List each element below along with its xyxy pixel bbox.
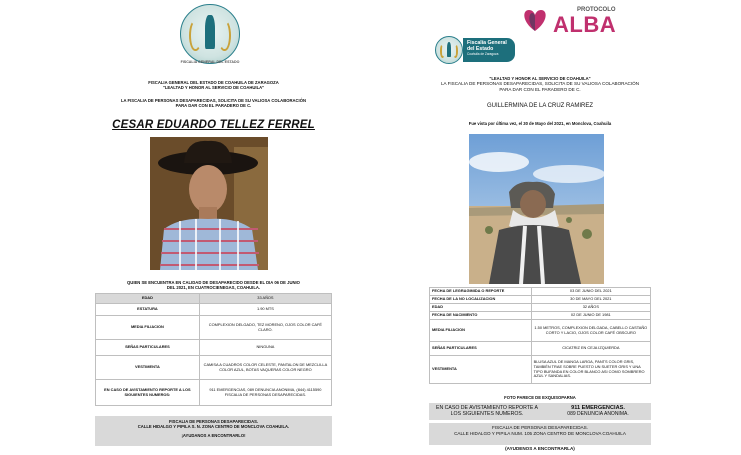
header-line: LA FISCALIA DE PERSONAS DESAPARECIDAS, SOLICITA DE SU VALIOSA COLABORACIÓN [440,81,640,87]
contact-number: 089 DENUNCIA ANONIMA. [567,411,629,418]
footer-line: (AYUDENOS A ENCONTRARLA) [505,446,575,451]
header-line: LA FISCALIA DE PERSONAS DESAPARECIDAS, SOLICITA DE SU VALIOSA COLABORACIÓN [120,97,307,103]
footer-line: CALLE HIDALGO Y PIPILA NUM. 105 ZONA CENTRO DE MONCLOVA COAHUILA [454,430,626,436]
missing-person-photo [469,134,604,284]
intro-line: DEL 2021, EN CUATROCIENEGAS, COAHUILA. [166,285,261,291]
row-key: EDAD [430,304,532,312]
logo-subtext: Coahuila de Zaragoza [467,52,499,57]
row-value: BLUSA AZUL DE MANGA LARGA, PANTS COLOR GRIS, TAMBIÉN TRAE SOBRE PUESTO UN SUETER GRIS Y UNA TIPO BUFANDA EN COLOR BLANCO ASI COMO SOMBRERO AZUL Y SANDALIAS. [531,356,650,384]
fiscalia-logo-banner [463,38,515,62]
row-value: 1.90 MTS [199,304,331,316]
row-key: EDAD [96,294,200,304]
info-table [429,287,651,384]
row-value: CAMISA A CUADROS COLOR CELESTE, PANTALON DE MEZCLILLA COLOR AZUL, BOTAS VAQUERAS COLOR NEGRO [199,356,331,380]
footer-line: FISCALIA DE PERSONAS DESAPARECIDAS. [492,425,588,430]
footer-line: CALLE HIDALGO Y PIPILA S. N. ZONA CENTRO DE MONCLOVA COAHUILA. [137,424,290,430]
row-key: FECHA DE LEGRAGIMIDA O REPORTE [430,288,532,296]
brand-small: PROTOCOLO [577,7,616,13]
row-key: MEDIA FILIACION [96,316,200,340]
row-key: FECHA DE LA NO LOCALIZACION [430,296,532,304]
header-line: PARA DAR CON EL PARADERO DE C. [175,103,252,109]
row-key: EN CASO DE AVISTAMIENTO REPORTE A LOS SIGUIENTES NUMEROS: [96,380,200,406]
row-value: NINGUNA [199,340,331,356]
missing-person-name: GUILLERMINA DE LA CRUZ RAMIREZ [486,103,594,109]
info-table [95,293,332,406]
row-value: 32 AÑOS [531,304,650,312]
row-key: SEÑAS PARTICULARES [96,340,200,356]
contact-box [429,403,651,420]
header-line: "LEALTAD Y HONOR AL SERVICIO DE COAHUILA" [489,76,591,81]
footer-line: FISCALIA DE PERSONAS DESAPARECIDAS. [168,419,259,424]
row-value: 1.50 METROS, COMPLEXION DELGADA, CABELLO CASTAÑO CORTO Y LACIO, OJOS COLOR CAFÉ OBSCURO [531,320,650,342]
intro-line: QUIEN SE ENCUENTRA EN CALIDAD DE DESAPARECIDO DESDE EL DIA 06 DE JUNIO [127,280,300,285]
row-value: 33 AÑOS [199,294,331,304]
row-key: FECHA DE NACIMIENTO [430,312,532,320]
row-value: CICATRIZ EN CEJA IZQUIERDA [531,342,650,356]
row-value: COMPLEXION DELGADO, TEZ MORENO, OJOS COLOR CAFÉ CLARO. [199,316,331,340]
photo-note: FOTO PARECE DE EXQUISOPARNA [504,395,576,400]
footer-box [95,416,332,446]
alba-logo-icon [520,6,550,34]
row-value: 03 DE JUNIO DEL 2021 [531,288,650,296]
logo-text: Fiscalía General del Estado [467,40,507,52]
row-value: 911 EMERGENCIAS, 089 DENUNCIA ANONIMA, (844) 4115590 FISCALIA DE PERSONAS DESAPARECIDAS. [199,380,331,406]
row-key: SEÑAS PARTICULARES [430,342,532,356]
row-key: VESTIMENTA [430,356,532,384]
row-value: 02 DE JUNIO DE 1981 [531,312,650,320]
fiscalia-seal-logo [435,36,463,64]
footer-line: ¡AYUDANOS A ENCONTRARLO! [181,432,246,438]
row-key: VESTIMENTA [96,356,200,380]
brand-name: ALBA [553,12,617,37]
missing-person-photo [150,137,268,270]
header-line: FISCALIA GENERAL DEL ESTADO DE COAHUILA DE ZARAGOZA [148,80,279,85]
footer-box [429,423,651,445]
header-line: "LEALTAD Y HONOR AL SERVICIO DE COAHUILA" [162,85,265,91]
fiscalia-seal-logo [180,4,240,64]
missing-person-name: CESAR EDUARDO TELLEZ FERREL [112,119,315,131]
logo-caption: FISCALIA GENERAL DEL ESTADO [180,60,240,64]
row-value: 30 DE MAYO DEL 2021 [531,296,650,304]
contact-number: 911 EMERGENCIAS. [571,405,625,411]
last-seen-text: Fue vista por última vez, el 30 de Mayo del 2021, en Monclova, Coahuila [468,121,612,126]
flyer-cesar [92,0,335,455]
contact-label: EN CASO DE AVISTAMIENTO REPORTE A LOS SIGUIENTES NUMEROS. [436,405,538,417]
row-key: MEDIA FILIACION [430,320,532,342]
flyer-guillermina [425,0,655,455]
row-key: ESTATURA [96,304,200,316]
header-line: PARA DAR CON EL PARADERO DE C. [499,86,581,92]
